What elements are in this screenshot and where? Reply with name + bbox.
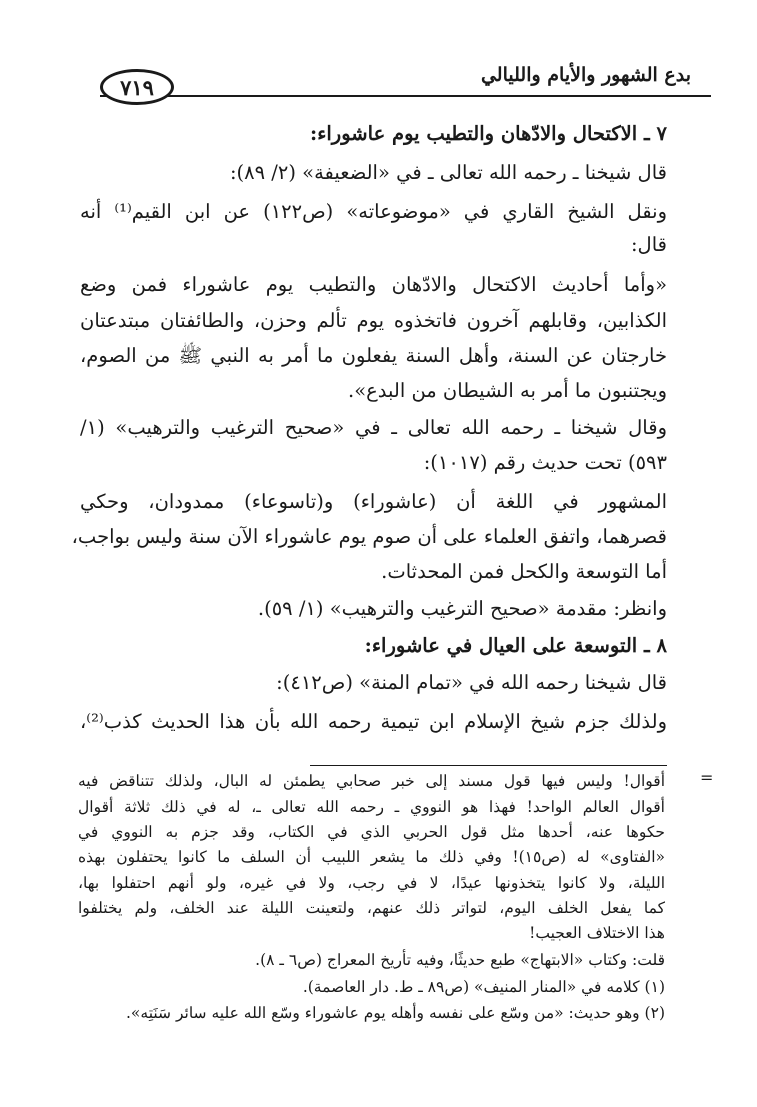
body-line: ٥٩٣) تحت حديث رقم (١٠١٧): bbox=[423, 451, 667, 474]
running-title: بدع الشهور والأيام والليالي bbox=[480, 64, 691, 86]
footnote-line: أقوال! وليس فيها قول مسند إلى خبر صحابي يطمئن له البال، ولذلك تتناقض فيه bbox=[78, 772, 665, 790]
footnote-continuation-marker: = bbox=[700, 768, 714, 787]
quote-line: خارجتان عن السنة، وأهل السنة يفعلون ما أمر به النبي ﷺ من الصوم، bbox=[80, 344, 667, 367]
section-heading-8: ٨ ـ التوسعة على العيال في عاشوراء: bbox=[364, 634, 667, 657]
body-line: قال شيخنا ـ رحمه الله تعالى ـ في «الضعيفة» (٢/ ٨٩): bbox=[229, 161, 667, 184]
body-line: المشهور في اللغة أن (عاشوراء) و(تاسوعاء) ممدودان، وحكي bbox=[80, 490, 667, 513]
body-line: قال شيخنا رحمه الله في «تمام المنة» (ص٤١٢): bbox=[276, 671, 667, 694]
body-line: ولذلك جزم شيخ الإسلام ابن تيمية رحمه الله بأن هذا الحديث كذب⁽²⁾، bbox=[80, 710, 667, 733]
quote-line: ويجتنبون ما أمر به الشيطان من البدع». bbox=[348, 379, 667, 402]
footnote-line: حكوها عنه، أحدها مثل قول الحربي الذي في الكتاب، وقد جزم به النووي في bbox=[78, 823, 665, 841]
footnote-line: كما يفعل الخلف اليوم، لتواتر ذلك عنهم، ولتعينت الليلة عند الخلف، ولم يختلفوا bbox=[78, 899, 665, 917]
body-line: قال: bbox=[630, 233, 667, 256]
body-line: وانظر: مقدمة «صحيح الترغيب والترهيب» (١/ ٥٩). bbox=[257, 597, 667, 620]
body-line: أما التوسعة والكحل فمن المحدثات. bbox=[381, 560, 667, 583]
page-number bbox=[100, 69, 174, 105]
quote-line: الكذابين، وقابلهم آخرون فاتخذوه يوم تألم وحزن، والطائفتان مبتدعتان bbox=[80, 309, 667, 332]
footnote-line: أقوال العالم الواحد! فهذا هو النووي ـ رحمه الله تعالى ـ، له في ذلك ثلاثة أقوال bbox=[78, 798, 665, 816]
page-number-text: ٧١٩ bbox=[120, 74, 154, 100]
body-line: قصرهما، واتفق العلماء على أن صوم يوم عاشوراء الآن سنة وليس بواجب، bbox=[71, 525, 667, 548]
body-line: ونقل الشيخ القاري في «موضوعاته» (ص١٢٢) عن ابن القيم⁽¹⁾ أنه bbox=[80, 200, 667, 223]
quote-line: «وأما أحاديث الاكتحال والادّهان والتطيب يوم عاشوراء فمن وضع bbox=[80, 273, 667, 296]
footnote-line: قلت: وكتاب «الابتهاج» طبع حديثًا، وفيه تأريخ المعراج (ص٦ ـ ٨). bbox=[255, 951, 665, 969]
footnote-line: هذا الاختلاف العجيب! bbox=[529, 924, 665, 942]
footnote-line: «الفتاوى» له (ص١٥)! وفي ذلك ما يشعر اللبيب أن السلف ما كانوا يحتفلون بهذه bbox=[78, 848, 665, 866]
footnote-rule bbox=[310, 765, 667, 766]
footnote-1: (١) كلامه في «المنار المنيف» (ص٨٩ ـ ط. دار العاصمة). bbox=[302, 978, 665, 996]
footnote-2: (٢) وهو حديث: «من وسّع على نفسه وأهله يوم عاشوراء وسّع الله عليه سائر سَنَتِه». bbox=[125, 1004, 665, 1022]
header-rule bbox=[100, 95, 711, 97]
body-line: وقال شيخنا ـ رحمه الله تعالى ـ في «صحيح الترغيب والترهيب» (١/ bbox=[80, 416, 667, 439]
footnote-line: الليلة، ولا كانوا يتخذونها عيدًا، لا في رجب، ولا في غيره، ولو أنهم احتفلوا بها، bbox=[78, 874, 665, 892]
section-heading-7: ٧ ـ الاكتحال والادّهان والتطيب يوم عاشوراء: bbox=[310, 122, 667, 145]
